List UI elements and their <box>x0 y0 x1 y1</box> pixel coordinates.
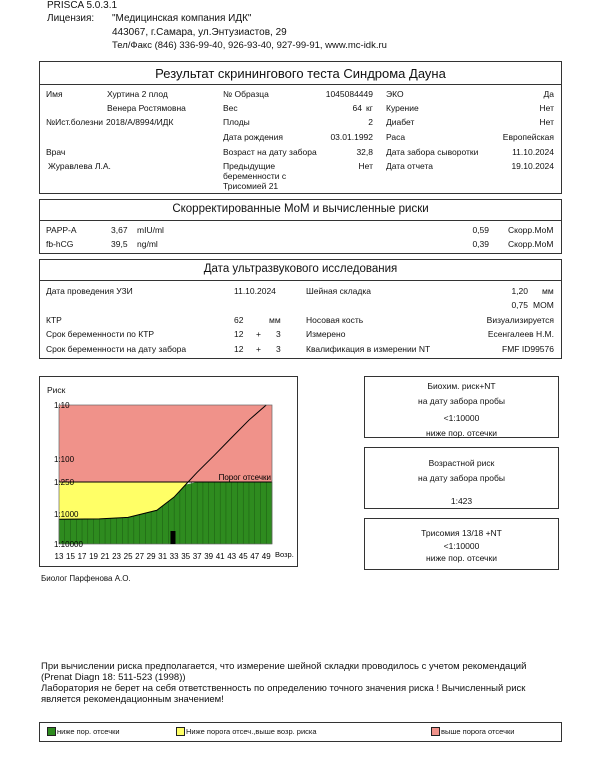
y-tick-label: 1:10 <box>54 401 70 410</box>
company-name: "Медицинская компания ИДК" <box>112 13 252 24</box>
age-label: Возраст на дату забора <box>223 147 317 157</box>
ktr-unit: мм <box>269 315 281 325</box>
age-value: 32,8 <box>356 147 373 157</box>
age-risk-value: 1:423 <box>450 496 473 506</box>
nt-value: 1,20 <box>511 286 528 296</box>
result-title: Результат скринингового теста Синдрома Дауна <box>155 66 446 81</box>
x-tick-label: 23 <box>112 552 122 561</box>
trisomy-value: <1:10000 <box>443 540 480 551</box>
legend-yellow-label: Ниже порога отсеч.,выше возр. риска <box>186 727 317 736</box>
sample-date-label: Дата забора сыворотки <box>386 147 479 157</box>
mom-row-unit: mIU/ml <box>137 225 164 235</box>
x-tick-label: 31 <box>158 552 168 561</box>
x-tick-label: 15 <box>66 552 75 561</box>
sample-value: 1045084449 <box>325 89 373 99</box>
license-label: Лицензия: <box>47 13 95 24</box>
diabetes-value: Нет <box>539 117 554 127</box>
region-above-cutoff <box>59 405 272 482</box>
risk-chart-plot <box>40 377 297 566</box>
mom-row-value: 3,67 <box>111 225 128 235</box>
nasal-value: Визуализируется <box>486 315 554 325</box>
x-tick-label: 41 <box>215 552 225 561</box>
mom-row-value: 39,5 <box>111 239 128 249</box>
x-tick-label: 17 <box>77 552 87 561</box>
legend-red-label: выше порога отсечки <box>441 727 515 736</box>
nt-unit: мм <box>542 286 554 296</box>
nt-mom-value: 0,75 <box>511 300 528 310</box>
ga-date-plus: + <box>256 344 261 354</box>
chart-title: Риск <box>47 385 66 395</box>
us-date-value: 11.10.2024 <box>234 286 276 296</box>
x-tick-label: 37 <box>192 552 202 561</box>
report-date-value: 19.10.2024 <box>511 161 554 171</box>
smoking-value: Нет <box>539 103 554 113</box>
prev-value: Нет <box>358 161 373 171</box>
mom-row-name: fb-hCG <box>46 239 74 249</box>
x-tick-label: 27 <box>135 552 145 561</box>
nt-mom-unit: MOM <box>533 300 554 310</box>
company-contacts: Тел/Факс (846) 336-99-40, 926-93-40, 927-99-91, www.mc-idk.ru <box>112 40 387 51</box>
trisomy-title: Трисомия 13/18 +NT <box>421 528 502 538</box>
dob-label: Дата рождения <box>223 132 283 142</box>
measured-label: Измерено <box>306 329 346 339</box>
biochem-sub: на дату забора пробы <box>418 396 505 406</box>
mom-row-mom: 0,59 <box>472 225 489 235</box>
legend-green-swatch <box>47 727 56 736</box>
mom-row-name: PAPP-A <box>46 225 77 235</box>
nasal-label: Носовая кость <box>306 315 364 325</box>
x-axis-label: Возр. <box>275 550 294 559</box>
y-tick-label: 1:100 <box>54 455 75 464</box>
prev-label-1: Предыдущие <box>223 161 276 171</box>
note-line4: является рекомендационным значением! <box>41 694 224 705</box>
fetus-value: 2 <box>368 117 373 127</box>
eco-label: ЭКО <box>386 89 404 99</box>
ktr-label: КТР <box>46 315 62 325</box>
x-tick-label: 21 <box>100 552 110 561</box>
smoking-label: Курение <box>386 103 419 113</box>
x-tick-label: 19 <box>89 552 98 561</box>
mom-title: Скорректированные МоМ и вычисленные риски <box>172 203 429 215</box>
ga-ktr-plus: + <box>256 329 261 339</box>
x-tick-label: 43 <box>227 552 237 561</box>
name-line2: Венера Ростямовна <box>107 103 186 113</box>
y-tick-label: 1:1000 <box>54 510 79 519</box>
doctor-value: Журавлева Л.А. <box>48 161 111 171</box>
patient-risk-marker <box>170 531 175 544</box>
age-risk-box <box>364 447 559 509</box>
eco-value: Да <box>543 89 554 99</box>
x-tick-label: 25 <box>123 552 133 561</box>
app-name: PRISCA 5.0.3.1 <box>47 0 118 11</box>
weight-label: Вес <box>223 103 238 113</box>
x-tick-label: 29 <box>146 552 156 561</box>
measured-value: Есенгалеев Н.М. <box>487 329 554 339</box>
legend-red-swatch <box>431 727 440 736</box>
name-line1: Хуртина 2 плод <box>107 89 168 99</box>
ktr-value: 62 <box>234 315 244 325</box>
ga-ktr-days: 3 <box>276 329 281 339</box>
sample-label: № Образца <box>223 89 269 99</box>
ga-date-days: 3 <box>276 344 281 354</box>
us-date-label: Дата проведения УЗИ <box>46 286 133 296</box>
trisomy-risk-box <box>364 518 559 570</box>
age-risk-sub: на дату забора пробы <box>418 473 505 483</box>
prev-label-3: Трисомией 21 <box>223 181 279 191</box>
legend-yellow-swatch <box>176 727 185 736</box>
y-tick-label: 1:10000 <box>54 540 83 549</box>
x-tick-label: 45 <box>238 552 248 561</box>
qual-value: FMF ID99576 <box>502 344 554 354</box>
x-tick-label: 49 <box>261 552 271 561</box>
trisomy-note: ниже пор. отсечки <box>426 553 497 563</box>
weight-unit: кг <box>366 103 373 113</box>
history-label: №Ист.болезни <box>46 117 104 127</box>
biochem-title: Биохим. риск+NT <box>427 381 496 391</box>
nt-label: Шейная складка <box>306 286 371 296</box>
x-tick-label: 35 <box>181 552 191 561</box>
mom-row-unit: ng/ml <box>137 239 158 249</box>
us-title: Дата ультразвукового исследования <box>203 263 398 275</box>
x-tick-label: 39 <box>204 552 214 561</box>
name-label: Имя <box>46 89 63 99</box>
doctor-label: Врач <box>46 147 66 157</box>
note-line3: Лаборатория не берет на себя ответственность по определению точного значения риска ! Вычисленный риск <box>41 683 526 694</box>
race-label: Раса <box>386 132 406 142</box>
ga-ktr-label: Срок беременности по КТР <box>46 329 155 339</box>
x-tick-label: 47 <box>250 552 260 561</box>
x-tick-label: 13 <box>54 552 64 561</box>
mom-row-mom-label: Скорр.МоМ <box>508 239 554 249</box>
biochem-note: ниже пор. отсечки <box>426 428 497 438</box>
prev-label-2: беременности с <box>223 171 287 181</box>
ga-date-label: Срок беременности на дату забора <box>46 344 187 354</box>
history-value: 2018/А/8994/ИДК <box>106 117 174 127</box>
company-address: 443067, г.Самара, ул.Энтузиастов, 29 <box>112 27 287 38</box>
weight-value: 64 <box>352 103 362 113</box>
fetus-label: Плоды <box>223 117 250 127</box>
note-line2: (Prenat Diagn 18: 511-523 (1998)) <box>41 672 186 683</box>
qual-label: Квалификация в измерении NT <box>306 344 431 354</box>
legend-green-label: ниже пор. отсечки <box>57 727 120 736</box>
biochem-risk-box <box>364 376 559 438</box>
cutoff-label: Порог отсечки <box>218 473 271 482</box>
age-risk-title: Возрастной риск <box>428 458 495 468</box>
note-line1: При вычислении риска предполагается, что измерение шейной складки проводилось с учетом рекомендаций <box>41 661 527 672</box>
report-date-label: Дата отчета <box>386 161 434 171</box>
sample-date-value: 11.10.2024 <box>512 147 554 157</box>
mom-row-mom: 0,39 <box>472 239 489 249</box>
dob-value: 03.01.1992 <box>330 132 373 142</box>
ga-date-weeks: 12 <box>234 344 244 354</box>
biologist: Биолог Парфенова А.О. <box>41 574 131 583</box>
ga-ktr-weeks: 12 <box>234 329 244 339</box>
result-section <box>39 61 562 194</box>
risk-chart <box>39 376 298 567</box>
race-value: Европейская <box>502 132 554 142</box>
mom-row-mom-label: Скорр.МоМ <box>508 225 554 235</box>
diabetes-label: Диабет <box>386 117 415 127</box>
y-tick-label: 1:250 <box>54 478 75 487</box>
biochem-value: <1:10000 <box>443 413 480 423</box>
x-tick-label: 33 <box>169 552 179 561</box>
